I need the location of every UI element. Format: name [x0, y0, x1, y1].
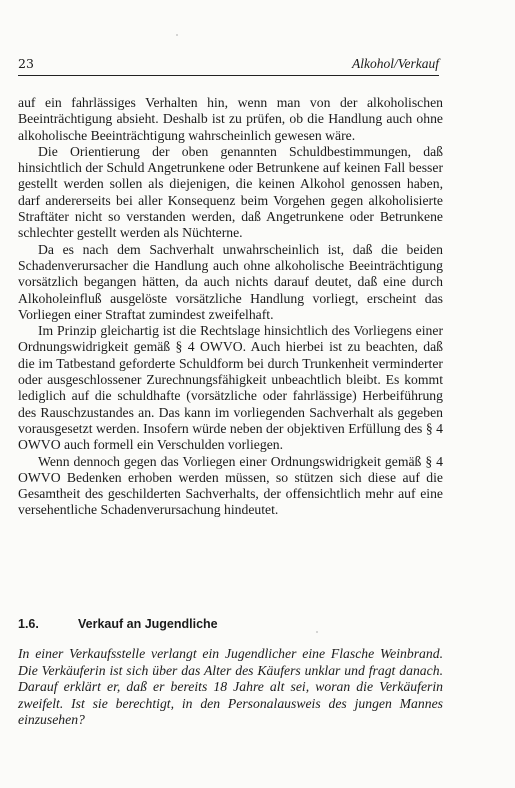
paper-speck [316, 631, 318, 633]
paragraph: Wenn dennoch gegen das Vorliegen einer Ordnungswidrigkeit gemäß § 4 OWVO Bedenken erhoben werden müssen, so stützen sich diese auf die Gesamtheit des geschilderten Sachverhalts, der offensichtlich mehr auf eine versehentliche Schadenverursachung hindeutet. [18, 453, 443, 518]
section-heading [18, 617, 443, 631]
page-number: 23 [18, 56, 34, 71]
paragraph: Die Orientierung der oben genannten Schuldbestimmungen, daß hinsichtlich der Schuld Angetrunkene oder Betrunkene auf keinen Fall besser gestellt werden sollen als diejenigen, die keinen Alkohol genossen haben, darf andererseits bei aller Konsequenz beim Vorgehen gegen alkoholisierte Straftäter nicht so verstanden werden, daß Angetrunkene oder Betrunkene schlechter gestellt werden als Nüchterne. [18, 143, 443, 241]
page-header [18, 52, 439, 70]
running-title: Alkohol/Verkauf [352, 56, 439, 71]
body-text [18, 95, 443, 519]
paragraph: Da es nach dem Sachverhalt unwahrscheinlich ist, daß die beiden Schadenverursacher die Handlung auch ohne alkoholische Beeinträchtigung vorsätzlich begangen hätten, da auch nichts darauf deutet, daß eine durch Alkoholeinfluß ausgelöste vorsätzliche Handlung vorliegt, erscheint das Vorliegen einer Straftat zumindest zweifelhaft. [18, 241, 443, 322]
case-description: In einer Verkaufsstelle verlangt ein Jugendlicher eine Flasche Weinbrand. Die Verkäuferin ist sich über das Alter des Käufers unklar und fragt danach. Darauf erklärt er, daß er bereits 18 Jahre alt sei, woran die Verkäuferin zweifelt. Ist sie berechtigt, in den Personalausweis des jungen Mannes einzusehen? [18, 646, 443, 727]
section-number: 1.6. [18, 617, 39, 631]
section-title: Verkauf an Jugendliche [78, 617, 218, 631]
paper-speck [176, 34, 178, 36]
header-rule [18, 75, 439, 76]
paragraph: auf ein fahrlässiges Verhalten hin, wenn man von der alkoholischen Beeinträchtigung absieht. Deshalb ist zu prüfen, ob die Handlung auch ohne alkoholische Beeinträchtigung wahrscheinlich gewesen wäre. [18, 95, 443, 143]
paragraph: Im Prinzip gleichartig ist die Rechtslage hinsichtlich des Vorliegens einer Ordnungswidrigkeit gemäß § 4 OWVO. Auch hierbei ist zu beachten, daß die im Tatbestand geforderte Schuldform bei durch Trunkenheit verminderter oder ausgeschlossener Zurechnungsfähigkeit unbeachtlich bleibt. Es kommt lediglich auf die schuldhafte (vorsätzliche oder fahrlässige) Herbeiführung des Rauschzustandes an. Das kann im vorliegenden Sachverhalt als gegeben vorausgesetzt werden. Insofern würde neben der objektiven Erfüllung des § 4 OWVO auch formell ein Verschulden vorliegen. [18, 323, 443, 453]
